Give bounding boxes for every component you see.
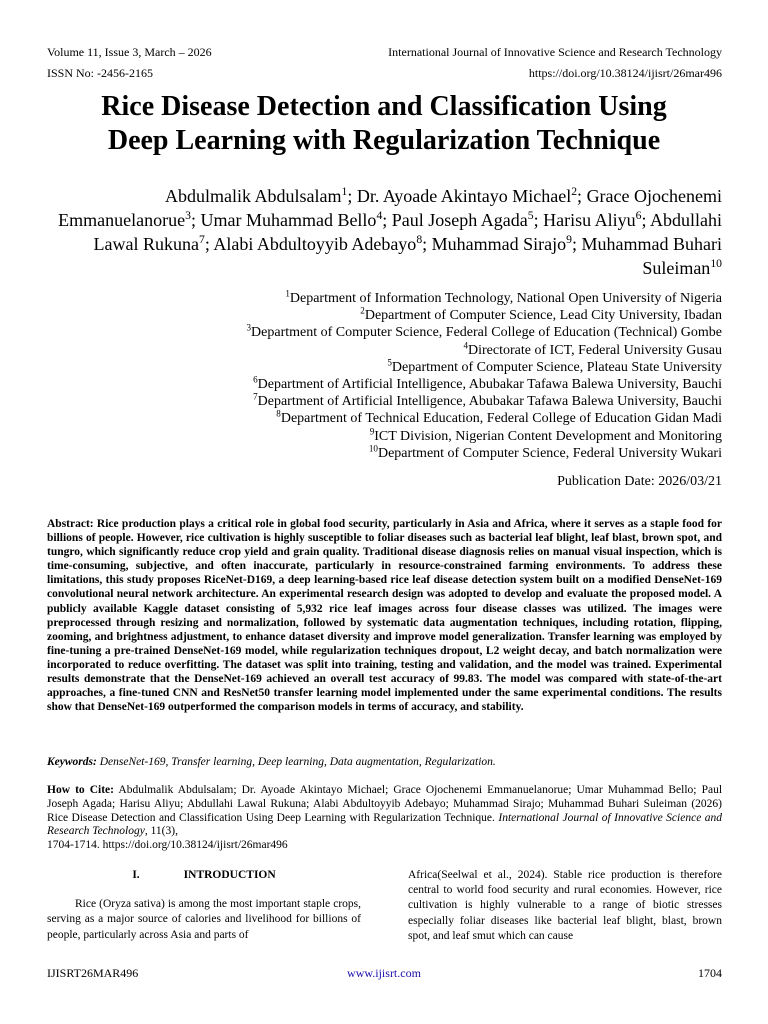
- affiliation-number: 1: [285, 288, 290, 299]
- paper-title: [40, 90, 728, 158]
- affiliation-text: Department of Computer Science, Plateau State University: [391, 359, 722, 375]
- keywords-label: Keywords:: [47, 756, 97, 768]
- author: [582, 234, 722, 278]
- affiliation: [122, 339, 722, 359]
- title-line-2: Deep Learning with Regularization Technique: [107, 125, 661, 156]
- affiliation-text: Department of Computer Science, Federal College of Education (Technical) Gombe: [251, 325, 722, 341]
- author-affiliation-number: 9: [566, 233, 572, 246]
- publication-date: Publication Date: 2026/03/21: [557, 474, 722, 489]
- page-number: 1704: [698, 966, 722, 980]
- intro-paragraph-right: Africa(Seelwal et al., 2024). Stable rice production is therefore central to world food security and rural economies. However, rice cultivation is highly vulnerable to a range of biotic stresses especially foliar diseases like bacterial leaf blight, blast, brown spot, and leaf smut which can cause: [408, 869, 722, 942]
- intro-paragraph-left: Rice (Oryza sativa) is among the most important staple crops, serving as a major source of calories and livelihood for billions of people, particularly across Asia and parts of: [47, 898, 361, 941]
- author: [165, 186, 357, 206]
- author-separator: ;: [577, 186, 587, 206]
- author: [432, 234, 582, 254]
- affiliation-number: 8: [276, 408, 281, 419]
- author-affiliation-number: 7: [198, 233, 205, 246]
- column-right: [408, 868, 722, 944]
- affiliation-number: 9: [369, 425, 375, 436]
- author-affiliation-number: 2: [571, 185, 578, 198]
- author-name: Paul Joseph Agada: [391, 210, 528, 230]
- affiliation-text: Department of Computer Science, Lead City University, Ibadan: [364, 308, 722, 324]
- affiliation-list: [122, 290, 722, 462]
- affiliation-text: Department of Information Technology, National Open University of Nigeria: [289, 291, 722, 306]
- author-name: Dr. Ayoade Akintayo Michael: [356, 186, 572, 206]
- author-separator: ;: [204, 234, 214, 254]
- author-name: Abdullahi Lawal Rukuna: [93, 210, 722, 254]
- how-to-cite-label: How to Cite:: [47, 784, 114, 796]
- author-affiliation-number: 10: [710, 257, 722, 270]
- affiliation-text: Department of Computer Science, Federal University Wukari: [377, 445, 722, 461]
- affiliation-number: 5: [387, 357, 392, 368]
- author-name: Alabi Abdultoyyib Adebayo: [213, 234, 417, 254]
- abstract-text: Rice production plays a critical role in global food security, particularly in Asia and Africa, where it serves as a staple food for billions of people. However, rice cultivation is highly susceptible to foliar diseases such as bacterial leaf blight, leaf blast, brown spot, and tungro, which significantly reduce crop yield and grain quality. Traditional disease diagnosis relies on manual visual inspection, which is time-consuming, subjective, and often inaccurate, particularly in resource-constrained farming environments. To address these limitations, this study proposes RiceNet-D169, a deep learning-based rice leaf disease detection system built on a modified DenseNet-169 convolutional neural network architecture. An experimental research design was adopted to develop and evaluate the proposed model. A publicly available Kaggle dataset consisting of 5,932 rice leaf images across four disease classes was utilized. The images were preprocessed through resizing and normalization, followed by systematic data augmentation techniques, including rotation, flipping, zooming, and brightness adjustment, to enhance dataset diversity and improve model generalization. Transfer learning was employed by fine-tuning a pre-trained DenseNet-169 model, while regularization techniques dropout, L2 weight decay, and batch normalization were incorporated to reduce overfitting. The dataset was split into training, testing and validation, and the model was trained. Experimental results demonstrate that the DenseNet-169 achieved an overall test accuracy of 99.83. The model was compared with state-of-the-art approaches, a fine-tuned CNN and ResNet50 transfer learning model implemented under the same experimental conditions. The results show that DenseNet-169 outperformed the comparison models in terms of accuracy, and stability.: [47, 518, 722, 714]
- affiliation-text: Directorate of ICT, Federal University Gusau: [468, 342, 722, 358]
- volume-issue: Volume 11, Issue 3, March – 2026: [47, 45, 212, 59]
- intro-title: INTRODUCTION: [183, 869, 276, 881]
- author: [392, 210, 543, 230]
- footer-site-link[interactable]: www.ijisrt.com: [347, 966, 421, 980]
- keywords-text: DenseNet-169, Transfer learning, Deep learning, Data augmentation, Regularization.: [99, 756, 496, 768]
- intro-heading: [47, 868, 361, 883]
- affiliation: [122, 410, 722, 427]
- affiliation: [122, 445, 722, 462]
- author-affiliation-number: 5: [527, 209, 534, 222]
- affiliation: [122, 393, 722, 410]
- author: [213, 234, 431, 254]
- affiliation-number: 6: [253, 374, 258, 385]
- affiliation-number: 7: [253, 391, 258, 402]
- affiliation: [122, 307, 722, 324]
- citation-text: Abdulmalik Abdulsalam; Dr. Ayoade Akintayo Michael; Grace Ojochenemi Emmanuelanorue; Umar Muhammad Bello; Paul Joseph Agada; Harisu Aliyu; Abdullahi Lawal Rukuna; Alabi Abdultoyyib Adebayo; Muhammad Sirajo; Muhammad Buhari Suleiman (2026) Rice Disease Detection and Classification Using Deep Learning with Regularization Technique.: [47, 784, 723, 824]
- author-list: [32, 184, 722, 280]
- abstract-label: Abstract:: [47, 518, 94, 530]
- author-affiliation-number: 1: [341, 185, 348, 198]
- intro-number: I.: [132, 869, 140, 881]
- author-separator: ;: [347, 186, 357, 206]
- author-name: Grace Ojochenemi Emmanuelanorue: [58, 186, 722, 230]
- affiliation-text: Department of Artificial Intelligence, Abubakar Tafawa Balewa University, Bauchi: [257, 377, 722, 393]
- issn: ISSN No: -2456-2165: [47, 66, 154, 80]
- citation-pages-doi[interactable]: 1704-1714. https://doi.org/10.38124/ijisrt/26mar496: [47, 839, 288, 852]
- author: [200, 210, 391, 230]
- citation-journal: International Journal of Innovative Science and Research Technology: [47, 811, 723, 838]
- journal-name: International Journal of Innovative Science and Research Technology: [388, 45, 722, 59]
- affiliation-number: 10: [368, 443, 378, 454]
- author-name: Umar Muhammad Bello: [200, 210, 377, 230]
- affiliation: [122, 359, 722, 376]
- citation-volume: , 11(3),: [144, 825, 178, 838]
- how-to-cite: [47, 784, 722, 853]
- author-separator: ;: [382, 210, 392, 230]
- author-name: Abdulmalik Abdulsalam: [165, 186, 342, 206]
- author-affiliation-number: 6: [635, 209, 642, 222]
- author-separator: ;: [572, 234, 582, 254]
- author-separator: ;: [190, 210, 201, 230]
- affiliation-text: Department of Technical Education, Federal College of Education Gidan Madi: [280, 411, 722, 427]
- title-line-1: Rice Disease Detection and Classification Using: [101, 91, 667, 122]
- author: [543, 210, 650, 230]
- affiliation-number: 4: [463, 339, 468, 350]
- author-separator: ;: [422, 234, 432, 254]
- affiliation: [122, 425, 722, 445]
- affiliation-number: 3: [246, 322, 252, 333]
- author-affiliation-number: 3: [185, 209, 191, 222]
- abstract: [47, 517, 722, 714]
- author-separator: ;: [533, 210, 544, 230]
- author-affiliation-number: 4: [376, 209, 383, 222]
- author-affiliation-number: 8: [416, 233, 423, 246]
- keywords: [47, 756, 722, 768]
- affiliation-text: ICT Division, Nigerian Content Development and Monitoring: [374, 428, 722, 444]
- author: [357, 186, 587, 206]
- affiliation: [122, 290, 722, 307]
- author-name: Muhammad Sirajo: [431, 234, 567, 254]
- column-left: [47, 868, 361, 943]
- footer-code: IJISRT26MAR496: [47, 966, 139, 980]
- affiliation: [122, 324, 722, 341]
- author-name: Muhammad Buhari Suleiman: [581, 234, 722, 278]
- affiliation-number: 2: [360, 305, 365, 316]
- affiliation-text: Department of Artificial Intelligence, Abubakar Tafawa Balewa University, Bauchi: [257, 394, 722, 410]
- affiliation: [122, 376, 722, 393]
- author-separator: ;: [641, 210, 650, 230]
- author-name: Harisu Aliyu: [543, 210, 636, 230]
- header-doi-link[interactable]: https://doi.org/10.38124/ijisrt/26mar496: [528, 66, 722, 80]
